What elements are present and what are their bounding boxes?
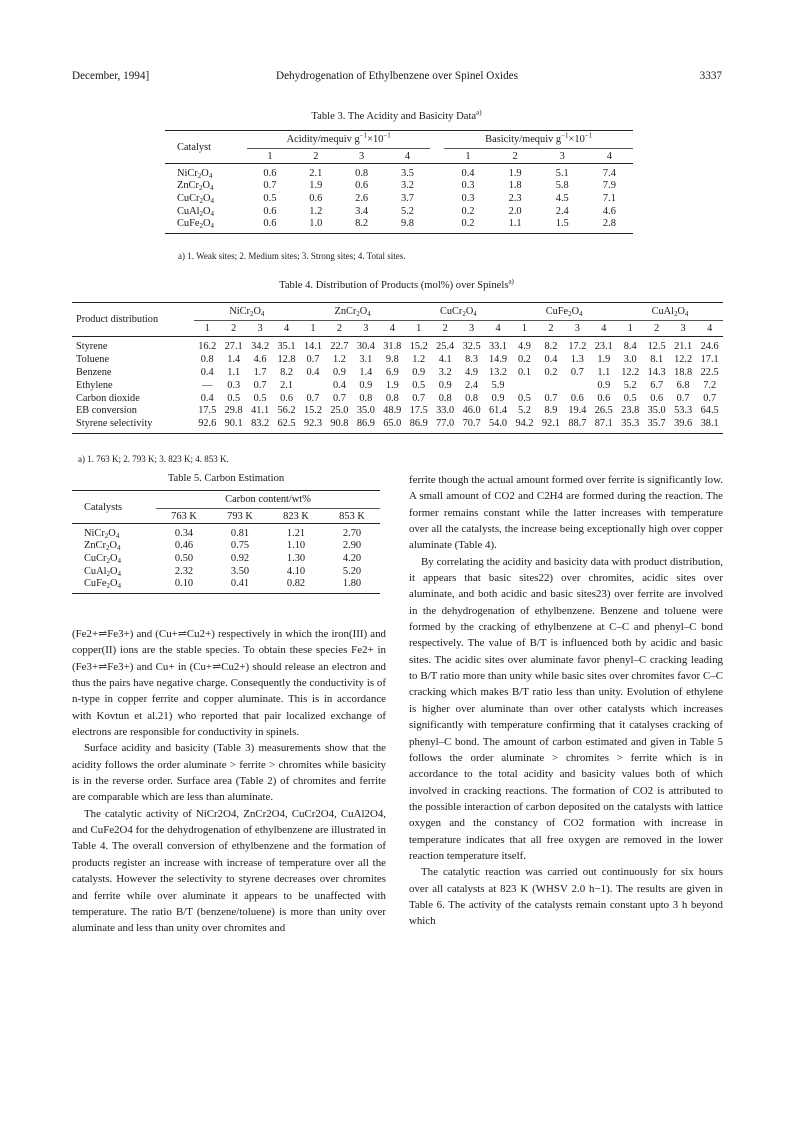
table4-value-cell: 8.9 bbox=[544, 405, 558, 417]
table4-value-cell: 0.7 bbox=[332, 392, 346, 404]
table5-value-cell: 1.30 bbox=[286, 552, 306, 564]
table4-value-cell: 7.2 bbox=[703, 379, 717, 391]
table4-value-cell: 12.2 bbox=[621, 366, 640, 378]
table4-value-cell: 2.4 bbox=[465, 379, 479, 391]
table5-value-cell: 0.41 bbox=[212, 577, 268, 593]
table5-value-cell: 1.10 bbox=[286, 540, 306, 552]
table3-value-cell: 5.2 bbox=[401, 205, 414, 217]
table5-value-cell: 0.92 bbox=[230, 552, 250, 564]
table5-catalyst-cell: $ZnCr_2O_4$ bbox=[84, 540, 121, 553]
right-paragraph-3: The catalytic reaction was carried out continuously for six hours over all catalysts at 823 K (WHSV 2.0 h−1). The results are given in Table 6. The activity of the catalysts remain constant upto 3 h beyond which bbox=[409, 866, 723, 928]
table4-product-cell: Styrene bbox=[76, 340, 108, 352]
table4-value-cell: 6.9 bbox=[385, 366, 399, 378]
table3-value-cell: 0.6 bbox=[247, 217, 293, 233]
table5-catalyst-cell: $CuFe_2O_4$ bbox=[72, 577, 156, 593]
table3-catalyst-cell: $NiCr_2O_4$ bbox=[177, 167, 213, 180]
table3-catalyst-cell: $ZnCr_2O_4$ bbox=[177, 180, 214, 193]
table3-value-cell: 2.1 bbox=[309, 167, 323, 179]
table5-value-cell: 0.46 bbox=[174, 540, 194, 552]
table4-value-cell: 8.2 bbox=[280, 366, 293, 378]
table4-value-cell: 1.2 bbox=[332, 353, 346, 365]
left-paragraph-1: (Fe2+⇌Fe3+) and (Cu+⇌Cu2+) respectively in which the iron(III) and copper(II) ions are the stable species. To obtain these species Fe2+ in (Fe3+⇌Fe3+) and Cu+ in (Cu+⇌Cu2+) should release an electron and thus the pairs have negative charge. Consequently the conductivity is of n-type in copper ferrite and copper aluminate. This is in accordance with Kovtun et al.21) who reported that pair localized exchange of electrons are responsible for conductivity in spinels. bbox=[72, 628, 386, 739]
header-title: Dehydrogenation of Ethylbenzene over Spinel Oxides bbox=[275, 70, 519, 82]
table4-value-cell: 35.1 bbox=[277, 340, 296, 352]
table4-value-cell: 31.8 bbox=[383, 340, 402, 352]
table3-value-cell: 7.1 bbox=[602, 192, 616, 204]
table4-value-cell: 23.8 bbox=[621, 405, 640, 417]
table4-value-cell: 22.5 bbox=[700, 366, 719, 378]
table4-value-cell: 0.6 bbox=[597, 392, 611, 404]
table5-subhead: 763 K bbox=[156, 509, 212, 524]
table4-subhead: 2 bbox=[432, 321, 458, 337]
table3-value-cell: 0.2 bbox=[461, 205, 475, 217]
table4-value-cell bbox=[300, 379, 326, 392]
table4-value-cell: 0.5 bbox=[623, 392, 637, 404]
table5-value-cell: 2.70 bbox=[342, 527, 362, 539]
table4-product-cell: Carbon dioxide bbox=[76, 392, 140, 404]
table4-value-cell: 0.2 bbox=[518, 353, 531, 365]
table4-value-cell: 1.7 bbox=[253, 366, 267, 378]
table5-value-cell: 0.50 bbox=[174, 552, 194, 564]
table4-value-cell: 17.5 bbox=[198, 405, 217, 417]
table5-value-cell: 4.20 bbox=[342, 552, 362, 564]
table4-value-cell: 0.4 bbox=[544, 353, 558, 365]
table5-value-cell: 0.81 bbox=[230, 527, 250, 539]
table4-value-cell: 92.1 bbox=[538, 417, 564, 433]
table4-value-cell: 2.1 bbox=[280, 379, 293, 391]
table3-value-cell: 4.6 bbox=[602, 205, 616, 217]
table4-value-cell: 1.1 bbox=[597, 366, 611, 378]
table3-row bbox=[165, 192, 633, 205]
table4-value-cell bbox=[564, 379, 590, 392]
table4-value-cell: 0.9 bbox=[491, 392, 505, 404]
table5-value-cell: 0.75 bbox=[230, 540, 250, 552]
table4-value-cell: 61.4 bbox=[489, 405, 508, 417]
table5-value-cell: 3.50 bbox=[230, 565, 250, 577]
table4-value-cell: 0.4 bbox=[200, 366, 214, 378]
table4-value-cell: 0.7 bbox=[703, 392, 717, 404]
table4-value-cell: 0.9 bbox=[438, 379, 452, 391]
table4-value-cell: 23.1 bbox=[594, 340, 613, 352]
table5-col-catalysts: Catalysts bbox=[72, 491, 156, 524]
table4-value-cell: 6.8 bbox=[676, 379, 690, 391]
table4-value-cell: 83.2 bbox=[247, 417, 273, 433]
table4-value-cell: 8.2 bbox=[544, 340, 558, 352]
table3-value-cell: 0.2 bbox=[444, 217, 491, 233]
table4-subhead: 1 bbox=[406, 321, 432, 337]
table3-value-cell: 0.6 bbox=[263, 167, 277, 179]
table4-value-cell: 14.3 bbox=[647, 366, 666, 378]
table4-group-head: $ZnCr_2O_4$ bbox=[300, 303, 406, 321]
table5-value-cell: 5.20 bbox=[342, 565, 362, 577]
table3-value-cell: 0.8 bbox=[355, 167, 369, 179]
table4-subhead: 2 bbox=[643, 321, 669, 337]
right-column-text bbox=[409, 472, 723, 930]
table3-catalyst-cell: $CuFe_2O_4$ bbox=[165, 217, 247, 233]
table4-value-cell: 1.9 bbox=[597, 353, 611, 365]
table4-value-cell: 32.5 bbox=[462, 340, 481, 352]
table5-value-cell: 2.90 bbox=[342, 540, 362, 552]
table3-subhead: 2 bbox=[293, 149, 339, 164]
table3-catalyst-cell: $CuCr_2O_4$ bbox=[177, 192, 215, 205]
table4-value-cell: 0.6 bbox=[280, 392, 293, 404]
table5-row bbox=[72, 577, 380, 593]
table4-subhead: 3 bbox=[353, 321, 379, 337]
table3-value-cell: 7.9 bbox=[602, 180, 616, 192]
table4-subhead: 1 bbox=[194, 321, 220, 337]
table4-value-cell: 3.2 bbox=[438, 366, 452, 378]
table4-value-cell: 4.1 bbox=[438, 353, 452, 365]
left-paragraph-2: Surface acidity and basicity (Table 3) measurements show that the acidity follows the order aluminate > ferrite > chromites while basicity is in the reverse order. Surface area (Table 2) of chromites and ferrite are comparable which are less than aluminate. bbox=[72, 742, 386, 804]
table3-value-cell: 3.2 bbox=[401, 180, 414, 192]
table4-value-cell: 92.6 bbox=[194, 417, 220, 433]
table4-value-cell: 90.1 bbox=[220, 417, 246, 433]
table4-value-cell: 62.5 bbox=[273, 417, 299, 433]
table4-product-cell: Toluene bbox=[76, 353, 110, 365]
table4-value-cell: 0.7 bbox=[253, 379, 267, 391]
table4-value-cell: 4.9 bbox=[518, 340, 531, 352]
table4-value-cell: 26.5 bbox=[594, 405, 613, 417]
table3-col-catalyst: Catalyst bbox=[165, 131, 247, 164]
table4-value-cell: 0.5 bbox=[518, 392, 531, 404]
table5-value-cell: 0.34 bbox=[174, 527, 194, 539]
table3-value-cell: 9.8 bbox=[385, 217, 431, 233]
table4-value-cell: 0.7 bbox=[306, 392, 320, 404]
table4-value-cell: 15.2 bbox=[303, 405, 322, 417]
table4-subhead: 1 bbox=[300, 321, 326, 337]
table3-value-cell: 0.3 bbox=[461, 180, 475, 192]
table4-value-cell: 5.2 bbox=[518, 405, 531, 417]
table3-value-cell: 1.0 bbox=[293, 217, 339, 233]
table4-value-cell: 1.2 bbox=[412, 353, 426, 365]
table5-catalyst-cell: $NiCr_2O_4$ bbox=[84, 527, 120, 540]
table4-value-cell: 0.7 bbox=[570, 366, 584, 378]
table4-value-cell: 29.8 bbox=[224, 405, 243, 417]
table4-product-cell: Benzene bbox=[76, 366, 112, 378]
table3-value-cell: 2.6 bbox=[355, 192, 369, 204]
table4-value-cell: 8.1 bbox=[650, 353, 664, 365]
table5-row bbox=[72, 524, 380, 540]
table4-value-cell: 8.4 bbox=[623, 340, 637, 352]
table3-footnote: a) 1. Weak sites; 2. Medium sites; 3. Strong sites; 4. Total sites. bbox=[178, 251, 406, 261]
table5-row bbox=[72, 565, 380, 578]
table4-value-cell: 0.9 bbox=[597, 379, 611, 391]
table5-value-cell: 1.21 bbox=[286, 527, 306, 539]
table4-subhead: 1 bbox=[617, 321, 643, 337]
table4-group-head: $CuAl_2O_4$ bbox=[617, 303, 723, 321]
table3-catalyst-cell: $CuAl_2O_4$ bbox=[177, 205, 215, 218]
table3-value-cell: 0.3 bbox=[461, 192, 475, 204]
table4-value-cell: 46.0 bbox=[462, 405, 481, 417]
table4-value-cell: 5.2 bbox=[623, 379, 637, 391]
table3-row bbox=[165, 180, 633, 193]
table4-value-cell: 33.0 bbox=[436, 405, 455, 417]
table4-subhead: 2 bbox=[326, 321, 352, 337]
table4-value-cell: 8.3 bbox=[465, 353, 479, 365]
table4-value-cell: 15.2 bbox=[409, 340, 428, 352]
right-paragraph-1: ferrite though the actual amount formed over ferrite is significantly low. A small amount of CO2 and C2H4 are formed during the reaction. The former remains constant while the latter increases with temperature over all the catalysts, the increase being exceptionally high over copper aluminate (Table 4). bbox=[409, 474, 723, 552]
table3-value-cell: 5.1 bbox=[555, 167, 569, 179]
table3-subhead: 1 bbox=[444, 149, 491, 164]
table4-value-cell: 17.2 bbox=[568, 340, 587, 352]
table4-row bbox=[72, 379, 723, 392]
table4-value-cell: 0.2 bbox=[544, 366, 558, 378]
table3-acidity-head: Acidity/mequiv $g^{-1}\times 10^{-1}$ bbox=[247, 131, 430, 149]
table4-value-cell: 27.1 bbox=[224, 340, 243, 352]
table4-value-cell: 0.1 bbox=[518, 366, 531, 378]
table5-value-cell: 0.10 bbox=[156, 577, 212, 593]
table5-group-head: Carbon content/wt% bbox=[156, 491, 380, 509]
table4-value-cell: 30.4 bbox=[356, 340, 375, 352]
table4-row bbox=[72, 417, 723, 433]
table4-value-cell: 14.1 bbox=[303, 340, 322, 352]
table4-value-cell: 1.1 bbox=[227, 366, 241, 378]
table4-value-cell: 4.6 bbox=[253, 353, 267, 365]
table3-value-cell: 1.9 bbox=[309, 180, 323, 192]
table5-value-cell: 0.82 bbox=[268, 577, 324, 593]
table4-subhead: 1 bbox=[511, 321, 537, 337]
table4-value-cell: 6.7 bbox=[650, 379, 664, 391]
table4-subhead: 4 bbox=[696, 321, 723, 337]
table5-caption: Table 5. Carbon Estimation bbox=[167, 473, 285, 484]
table3-value-cell: 7.4 bbox=[602, 167, 616, 179]
table5-row bbox=[72, 552, 380, 565]
table4-value-cell: 90.8 bbox=[326, 417, 352, 433]
table3-value-cell: 2.4 bbox=[555, 205, 569, 217]
table4-value-cell: 48.9 bbox=[383, 405, 402, 417]
table4-value-cell: 33.1 bbox=[489, 340, 508, 352]
table3-value-cell: 0.4 bbox=[461, 167, 475, 179]
table4-col-product: Product distribution bbox=[72, 303, 194, 337]
table4-value-cell: 0.4 bbox=[200, 392, 214, 404]
table4-value-cell: 0.7 bbox=[412, 392, 426, 404]
table3-value-cell: 1.8 bbox=[508, 180, 522, 192]
table4-value-cell: 17.5 bbox=[409, 405, 428, 417]
table4-value-cell: 35.0 bbox=[356, 405, 375, 417]
table3-caption: Table 3. The Acidity and Basicity Data$^{a)}$ bbox=[311, 108, 482, 122]
table4-value-cell: 0.5 bbox=[412, 379, 426, 391]
table3-value-cell: 0.6 bbox=[309, 192, 323, 204]
table3-subhead: 1 bbox=[247, 149, 293, 164]
table4-value-cell: 14.9 bbox=[489, 353, 508, 365]
table4-value-cell: 0.9 bbox=[359, 379, 373, 391]
table3-basicity-head: Basicity/mequiv $g^{-1}\times 10^{-1}$ bbox=[444, 131, 633, 149]
table4-group-head: $CuCr_2O_4$ bbox=[406, 303, 512, 321]
table3-row bbox=[165, 164, 633, 180]
table4-value-cell: 24.6 bbox=[700, 340, 719, 352]
table4-value-cell: 0.7 bbox=[676, 392, 690, 404]
table3-subhead: 3 bbox=[339, 149, 385, 164]
table5-value-cell: 2.32 bbox=[174, 565, 194, 577]
table3-value-cell: 2.0 bbox=[508, 205, 522, 217]
table4-value-cell: 17.1 bbox=[700, 353, 719, 365]
table4-value-cell: 0.6 bbox=[570, 392, 584, 404]
table4-value-cell: 88.7 bbox=[564, 417, 590, 433]
table4-subhead: 4 bbox=[273, 321, 299, 337]
table4-value-cell: 0.8 bbox=[359, 392, 373, 404]
table3-value-cell: 5.8 bbox=[555, 180, 569, 192]
table5-subhead: 853 K bbox=[324, 509, 380, 524]
table4-value-cell: 35.3 bbox=[617, 417, 643, 433]
table3-caption-mark: a) bbox=[476, 108, 482, 117]
table4-value-cell: 1.4 bbox=[359, 366, 373, 378]
table3-row bbox=[165, 217, 633, 233]
table4-value-cell: 64.5 bbox=[700, 405, 719, 417]
table5-subhead: 823 K bbox=[268, 509, 324, 524]
table5 bbox=[72, 490, 380, 594]
table4-value-cell: 12.8 bbox=[277, 353, 296, 365]
table4-value-cell: 16.2 bbox=[198, 340, 217, 352]
table4-value-cell: 0.3 bbox=[227, 379, 241, 391]
table4-product-cell: Ethylene bbox=[76, 379, 113, 391]
table4 bbox=[72, 302, 723, 434]
table4-value-cell: 0.4 bbox=[306, 366, 320, 378]
table4-value-cell: 0.8 bbox=[465, 392, 479, 404]
table4-subhead: 4 bbox=[591, 321, 617, 337]
table4-value-cell: 0.5 bbox=[253, 392, 267, 404]
table4-value-cell: 0.7 bbox=[544, 392, 558, 404]
table3-value-cell: 1.2 bbox=[309, 205, 323, 217]
table4-caption-mark: a) bbox=[508, 277, 514, 286]
table3-value-cell: 1.9 bbox=[508, 167, 522, 179]
table3-value-cell: 1.1 bbox=[492, 217, 539, 233]
table4-subhead: 4 bbox=[379, 321, 405, 337]
table4-row bbox=[72, 404, 723, 417]
table4-value-cell: 0.9 bbox=[412, 366, 426, 378]
table4-value-cell: 19.4 bbox=[568, 405, 587, 417]
running-header bbox=[72, 70, 722, 86]
table4-value-cell: 12.5 bbox=[647, 340, 666, 352]
table5-subhead: 793 K bbox=[212, 509, 268, 524]
table4-value-cell: 1.9 bbox=[385, 379, 399, 391]
table4-value-cell: 35.7 bbox=[643, 417, 669, 433]
table3-subhead: 3 bbox=[539, 149, 586, 164]
table3 bbox=[165, 130, 633, 234]
right-paragraph-2: By correlating the acidity and basicity data with product distribution, it appears that basic sites22) over chromites, acidic sites over aluminate, and both acidic and basic sites23) over ferrite are involved in the dehydrogenation of ethylbenzene. Benzene and toluene were formed by the cracking of ethylbenzene at C–C and phenyl–C bond respectively. The value of B/T is influenced both by acidic and basic sites. The acidic sites over aluminate favor phenyl–C cracking leading to B/T ratio more than unity while basic sites over chromites favor C–C cracking which makes B/T ratio less than unity. Evolution of ethylene is higher over aluminate than over other catalysts which increases significantly with temperature confirming that it catalyses cracking of phenyl–C bond. The amount of carbon estimated and given in Table 5 follows the order aluminate > chromites > ferrite which is in accordance to the total acidity and basicity values both of which involved in cracking reactions. The formation of CO2 is attributed to the possible interaction of carbon deposited on the catalysts with lattice oxygen and the constancy of CO2 formation with increase in temperature indicates that all free oxygen are removed in the lower reaction temperature itself. bbox=[409, 555, 723, 862]
table4-value-cell: 65.0 bbox=[379, 417, 405, 433]
table3-value-cell: 0.7 bbox=[263, 180, 277, 192]
table4-value-cell: 54.0 bbox=[485, 417, 511, 433]
table4-caption: Table 4. Distribution of Products (mol%) over Spinels$^{a)}$ bbox=[279, 277, 514, 291]
table5-value-cell: 1.80 bbox=[324, 577, 380, 593]
table3-value-cell: 0.6 bbox=[355, 180, 369, 192]
table4-value-cell: 0.8 bbox=[385, 392, 399, 404]
left-paragraph-3: The catalytic activity of NiCr2O4, ZnCr2O4, CuCr2O4, CuAl2O4, and CuFe2O4 for the dehydrogenation of ethylbenzene are illustrated in Table 4. The overall conversion of ethylbenzene and the formation of products register an increase with increase of temperature over all the catalysts. However the selectivity to styrene decreases over chromites and ferrite while over aluminate it appears to be unaffected with temperature. The ratio B/T (benzene/toluene) is more than unity over aluminate and less than unity over chromites and bbox=[72, 807, 386, 935]
table4-value-cell: 25.4 bbox=[436, 340, 455, 352]
table4-subhead: 3 bbox=[564, 321, 590, 337]
table3-value-cell: 1.5 bbox=[539, 217, 586, 233]
table4-value-cell: 0.8 bbox=[438, 392, 452, 404]
table4-value-cell: 9.8 bbox=[385, 353, 399, 365]
table4-value-cell: 56.2 bbox=[277, 405, 296, 417]
table4-row bbox=[72, 337, 723, 353]
table4-footnote: a) 1. 763 K; 2. 793 K; 3. 823 K; 4. 853 K. bbox=[78, 454, 229, 464]
table4-value-cell: 0.7 bbox=[306, 353, 320, 365]
table3-row bbox=[165, 205, 633, 218]
table4-group-head: $NiCr_2O_4$ bbox=[194, 303, 300, 321]
table4-value-cell bbox=[511, 379, 537, 392]
table4-value-cell: 3.0 bbox=[623, 353, 637, 365]
table4-value-cell: 41.1 bbox=[251, 405, 270, 417]
table4-value-cell: 21.1 bbox=[674, 340, 693, 352]
table5-catalyst-cell: $CuAl_2O_4$ bbox=[84, 565, 122, 578]
table3-value-cell: 4.5 bbox=[555, 192, 569, 204]
table4-value-cell: 5.9 bbox=[491, 379, 505, 391]
table4-value-cell: 39.6 bbox=[670, 417, 696, 433]
table4-value-cell: 1.4 bbox=[227, 353, 241, 365]
table3-value-cell: 3.4 bbox=[355, 205, 369, 217]
table4-value-cell: 1.3 bbox=[570, 353, 584, 365]
table3-value-cell: 0.6 bbox=[263, 205, 277, 217]
table4-value-cell: 87.1 bbox=[591, 417, 617, 433]
table4-value-cell: 25.0 bbox=[330, 405, 349, 417]
table4-subhead: 2 bbox=[538, 321, 564, 337]
table4-value-cell: 3.1 bbox=[359, 353, 373, 365]
table3-value-cell: 2.8 bbox=[586, 217, 633, 233]
table4-value-cell: 18.8 bbox=[674, 366, 693, 378]
table4-value-cell: 4.9 bbox=[465, 366, 479, 378]
table5-value-cell: 4.10 bbox=[286, 565, 306, 577]
table4-subhead: 3 bbox=[670, 321, 696, 337]
table4-value-cell: 0.5 bbox=[227, 392, 241, 404]
table4-value-cell: 94.2 bbox=[511, 417, 537, 433]
table4-value-cell: 86.9 bbox=[406, 417, 432, 433]
table4-value-cell: 0.9 bbox=[332, 366, 346, 378]
table3-value-cell: 2.3 bbox=[508, 192, 522, 204]
table4-value-cell: 77.0 bbox=[432, 417, 458, 433]
table4-subhead: 2 bbox=[220, 321, 246, 337]
table4-group-head: $CuFe_2O_4$ bbox=[511, 303, 617, 321]
left-column-text bbox=[72, 626, 386, 937]
table3-subhead: 4 bbox=[586, 149, 633, 164]
table4-subhead: 3 bbox=[247, 321, 273, 337]
table4-value-cell: 13.2 bbox=[489, 366, 508, 378]
table4-value-cell: 34.2 bbox=[251, 340, 270, 352]
table4-row bbox=[72, 392, 723, 405]
table4-value-cell: 12.2 bbox=[674, 353, 693, 365]
table4-subhead: 4 bbox=[485, 321, 511, 337]
table4-value-cell: 35.0 bbox=[647, 405, 666, 417]
table4-value-cell: 70.7 bbox=[458, 417, 484, 433]
table4-value-cell: 53.3 bbox=[674, 405, 693, 417]
table4-product-cell: Styrene selectivity bbox=[72, 417, 194, 433]
page-number: 3337 bbox=[699, 70, 722, 82]
table4-product-cell: EB conversion bbox=[76, 405, 137, 417]
table4-value-cell: 0.6 bbox=[650, 392, 664, 404]
table4-value-cell: — bbox=[202, 379, 213, 391]
table5-catalyst-cell: $CuCr_2O_4$ bbox=[84, 552, 122, 565]
table4-value-cell: 0.8 bbox=[200, 353, 214, 365]
table4-value-cell: 0.4 bbox=[332, 379, 346, 391]
table4-row bbox=[72, 366, 723, 379]
table4-value-cell: 38.1 bbox=[696, 417, 723, 433]
table3-value-cell: 0.5 bbox=[263, 192, 277, 204]
header-date: December, 1994] bbox=[72, 70, 150, 82]
table4-value-cell: 92.3 bbox=[300, 417, 326, 433]
table5-row bbox=[72, 540, 380, 553]
table4-value-cell: 86.9 bbox=[353, 417, 379, 433]
table3-value-cell: 3.7 bbox=[401, 192, 414, 204]
table4-row bbox=[72, 353, 723, 366]
table4-subhead: 3 bbox=[458, 321, 484, 337]
table4-value-cell bbox=[538, 379, 564, 392]
table3-value-cell: 8.2 bbox=[339, 217, 385, 233]
table3-subhead: 4 bbox=[385, 149, 431, 164]
table3-subhead: 2 bbox=[492, 149, 539, 164]
table3-value-cell: 3.5 bbox=[401, 167, 414, 179]
table4-value-cell: 22.7 bbox=[330, 340, 349, 352]
